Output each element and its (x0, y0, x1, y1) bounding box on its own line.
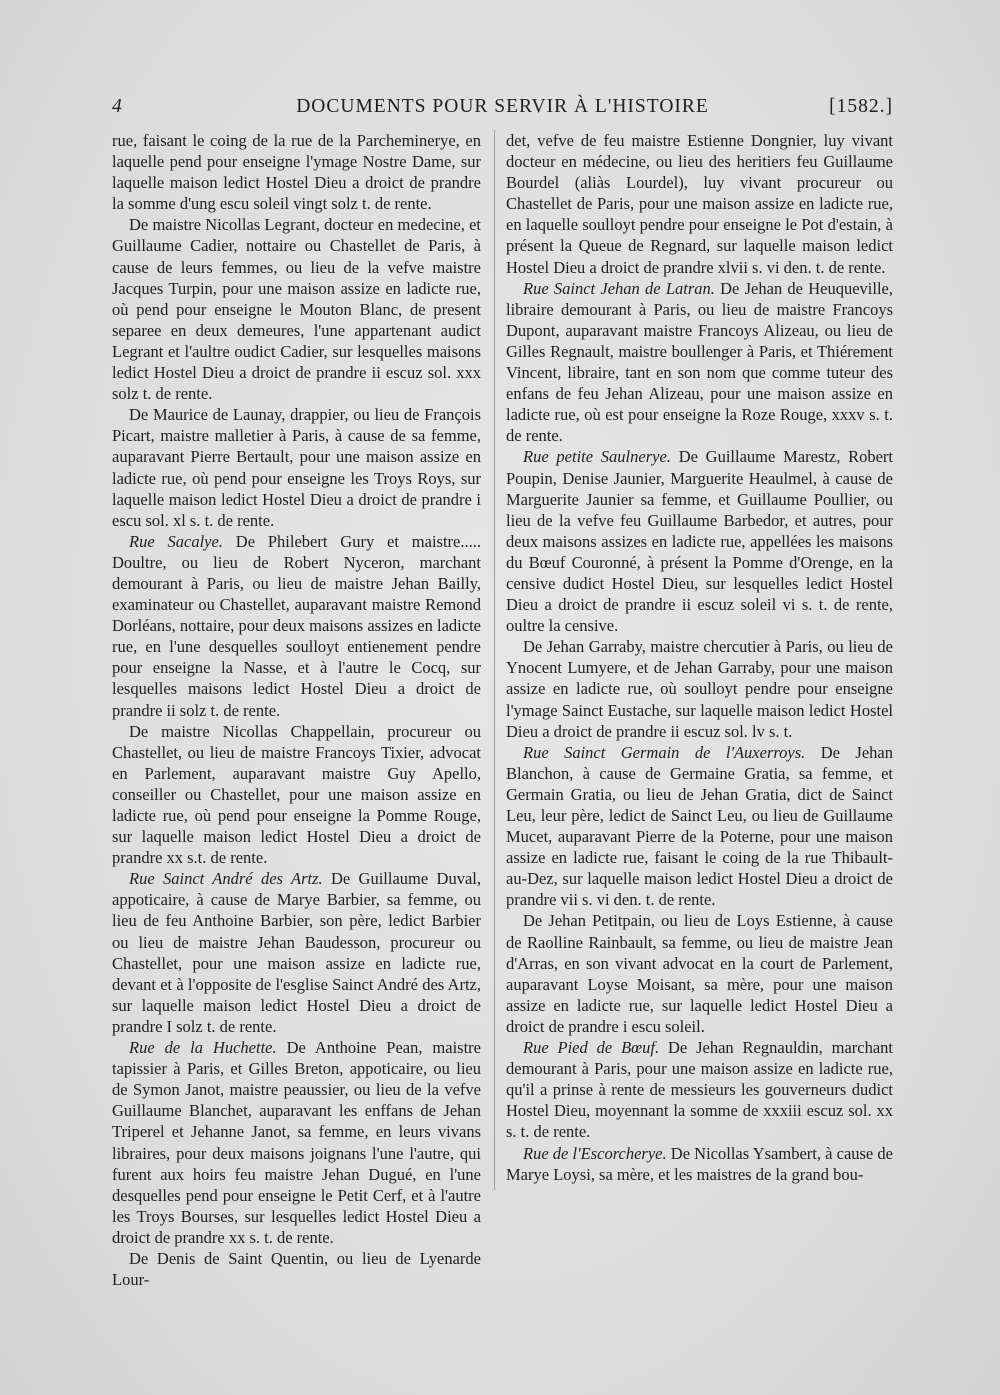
paragraph-text: De Anthoine Pean, maistre tapissier à Paris, et Gilles Breton, appoticaire, ou lieu de Symon Janot, maistre peaussier, ou lieu de la vefve Guillaume Blanchet, auparavant les enffans de Jehan Triperel et Jehanne Janot, sa femme, en leurs vivans libraires, pour deux maisons joignans l'une l'autre, qui furent aux hoirs feu maistre Jehan Dugué, en l'une desquelles pend pour enseigne le Petit Cerf, et à l'autre les Troys Bourses, sur lesquelles ledict Hostel Dieu a droict de prandre xx s. t. de rente. (112, 1038, 481, 1247)
street-heading: Rue Sainct Jehan de Latran. (523, 278, 715, 298)
paragraph-text: De Nicollas Ysambert, à cause de Marye Loysi, sa mère, et les maistres de la grand bou- (506, 1143, 893, 1184)
paragraph (506, 1037, 893, 1142)
paragraph-text: De Jehan Petitpain, ou lieu de Loys Estienne, à cause de Raolline Rainbault, sa femme, ou lieu de maistre Jean d'Arras, en son vivant advocat en la court de Parlement, auparavant Loyse Moisant, sa mère, pour une maison assize en ladicte rue, sur laquelle ledict Hostel Dieu a droict de prandre i escu soleil. (506, 911, 893, 1036)
header-year: [1582.] (829, 96, 893, 117)
paragraph-text: rue, faisant le coing de la rue de la Parcheminerye, en laquelle pend pour enseigne l'ymage Nostre Dame, sur laquelle maison ledict Hostel Dieu a droict de prandre la somme d'ung escu soleil vingt solz t. de rente. (112, 131, 481, 214)
paragraph (112, 1037, 481, 1248)
street-heading: Rue de la Huchette. (129, 1038, 277, 1058)
paragraph (506, 636, 893, 741)
paragraph-text: De Jehan Blanchon, à cause de Germaine Gratia, sa femme, et Germain Gratia, ou lieu de Jehan Gratia, dict de Sainct Leu, leur père, ledict de Sainct Leu, ou lieu de Guillaume Mucet, auparavant Pierre de la Poterne, pour une maison assize en ladicte rue, faisant le coing de la rue Thibault-au-Dez, sur laquelle maison ledict Hostel Dieu a droict de prandre vii s. vi den. t. de rente. (506, 742, 893, 910)
paragraph (112, 1248, 481, 1290)
column-divider (494, 130, 495, 1190)
paragraph-text: det, vefve de feu maistre Estienne Dongnier, luy vivant docteur en médecine, ou lieu des heritiers feu Guillaume Bourdel (aliàs Lourdel), luy vivant procureur ou Chastellet de Paris, pour une maison assize en ladicte rue, en laquelle soulloyt pendre pour enseigne le Pot d'estain, à présent la Queue de Regnard, sur laquelle maison ledict Hostel Dieu a droict de prandre xlvii s. vi den. t. de rente. (506, 131, 893, 277)
street-heading: Rue Sainct Germain de l'Auxerroys. (523, 742, 806, 762)
paragraph-text: De Denis de Saint Quentin, ou lieu de Lyenarde Lour- (112, 1248, 481, 1290)
page-number: 4 (112, 96, 123, 117)
street-heading: Rue de l'Escorcherye. (523, 1143, 667, 1163)
paragraph-text: De Jehan Garraby, maistre chercutier à Paris, ou lieu de Ynocent Lumyere, et de Jehan Garraby, pour une maison assize en ladicte rue, où soulloyt pendre pour enseigne l'ymage Sainct Eustache, sur laquelle maison ledict Hostel Dieu a droict de prandre ii escuz sol. lv s. t. (506, 637, 893, 741)
paragraph-text: De maistre Nicollas Chappellain, procureur ou Chastellet, ou lieu de maistre Francoys Tixier, advocat en Parlement, auparavant maistre Guy Apello, conseiller ou Chastellet, pour une maison assize en ladicte rue, où pend pour enseigne la Pomme Rouge, sur laquelle maison ledict Hostel Dieu a droict de prandre xx s.t. de rente. (112, 721, 481, 868)
paragraph (506, 1143, 893, 1185)
street-heading: Rue Pied de Bœuf. (523, 1038, 660, 1058)
left-column (112, 130, 482, 1290)
paragraph (112, 214, 481, 404)
paragraph-text: De Guillaume Marestz, Robert Poupin, Denise Jaunier, Marguerite Heaulmel, à cause de Marguerite Jaunier sa femme, et Guillaume Poullier, ou lieu de la vefve feu Guillaume Barbedor, et autres, pour deux maisons assizes en ladicte rue, appellées les maisons du Bœuf Couronné, à présent la Pomme d'Orenge, en la censive dudict Hostel Dieu, sur lesquelles ledict Hostel Dieu a droict de prandre ii escuz soleil vi s. t. de rente, oultre la censive. (506, 447, 894, 636)
paragraph (112, 868, 481, 1037)
paragraph (506, 278, 893, 447)
paragraph-text: De maistre Nicollas Legrant, docteur en medecine, et Guillaume Cadier, nottaire ou Chastellet de Paris, à cause de leurs femmes, ou lieu de la vefve maistre Jacques Turpin, pour une maison assize en ladicte rue, où pend pour enseigne le Mouton Blanc, de present separee en deux demeures, l'une appartenant audict Legrant et l'aultre oudict Cadier, sur lesquelles maisons ledict Hostel Dieu a droict de prandre ii escuz sol. xxx solz t. de rente. (112, 215, 481, 404)
street-heading: Rue Sacalye. (129, 531, 223, 551)
paragraph (506, 130, 893, 278)
paragraph-text: De Guillaume Duval, appoticaire, à cause de Marye Barbier, sa femme, ou lieu de feu Anthoine Barbier, son père, ledict Barbier ou lieu de maistre Jehan Baudesson, procureur ou Chastellet, pour une maison assize en ladicte rue, devant et à l'opposite de l'esglise Sainct André des Artz, sur laquelle maison ledict Hostel Dieu a droict de prandre I solz t. de rente. (112, 869, 481, 1036)
street-heading: Rue petite Saulnerye. (523, 447, 671, 467)
right-column (506, 130, 893, 1190)
paragraph (112, 721, 481, 869)
street-heading: Rue Sainct André des Artz. (129, 869, 323, 889)
paragraph-text: De Philebert Gury et maistre..... Doultre, ou lieu de Robert Nyceron, marchant demourant à Paris, ou lieu de maistre Jehan Bailly, examinateur ou Chastellet, auparavant maistre Remond Dorléans, nottaire, pour deux maisons assizes en ladicte rue, en l'une desquelles soulloyt entienement pendre pour enseigne la Nasse, et à l'autre le Cocq, sur lesquelles maisons ledict Hostel Dieu a droict de prandre ii solz t. de rente. (112, 531, 482, 720)
running-title: DOCUMENTS POUR SERVIR À L'HISTOIRE (296, 96, 709, 117)
running-header (112, 96, 893, 126)
paragraph (506, 742, 893, 911)
paragraph-text: De Jehan Regnauldin, marchant demourant à Paris, pour une maison assize en ladicte rue, qu'il a prinse à rente de messieurs les gouverneurs dudict Hostel Dieu, moyennant la somme de xxxiii escuz sol. xx s. t. de rente. (506, 1038, 893, 1142)
paragraph (112, 404, 481, 531)
paragraph-text: De Jehan de Heuqueville, libraire demourant à Paris, ou lieu de maistre Francoys Dupont, auparavant maistre Francoys Alizeau, ou lieu de Gilles Regnault, maistre boullenger à Paris, et Thiérement Vincent, libraire, tant en son nom que comme tuteur des enfans de feu Jehan Alizeau, pour une maison assize en ladicte rue, où est pour enseigne la Roze Rouge, xxxv s. t. de rente. (506, 278, 894, 446)
paragraph (112, 130, 481, 214)
paragraph (506, 446, 893, 636)
paragraph-text: De Maurice de Launay, drappier, ou lieu de François Picart, maistre malletier à Paris, à cause de sa femme, auparavant Pierre Bertault, pour une maison assize en ladicte rue, où pend pour enseigne les Troys Roys, sur laquelle maison ledict Hostel Dieu a droict de prandre i escu sol. xl s. t. de rente. (112, 405, 481, 530)
paragraph (506, 910, 893, 1037)
paragraph (112, 531, 481, 721)
